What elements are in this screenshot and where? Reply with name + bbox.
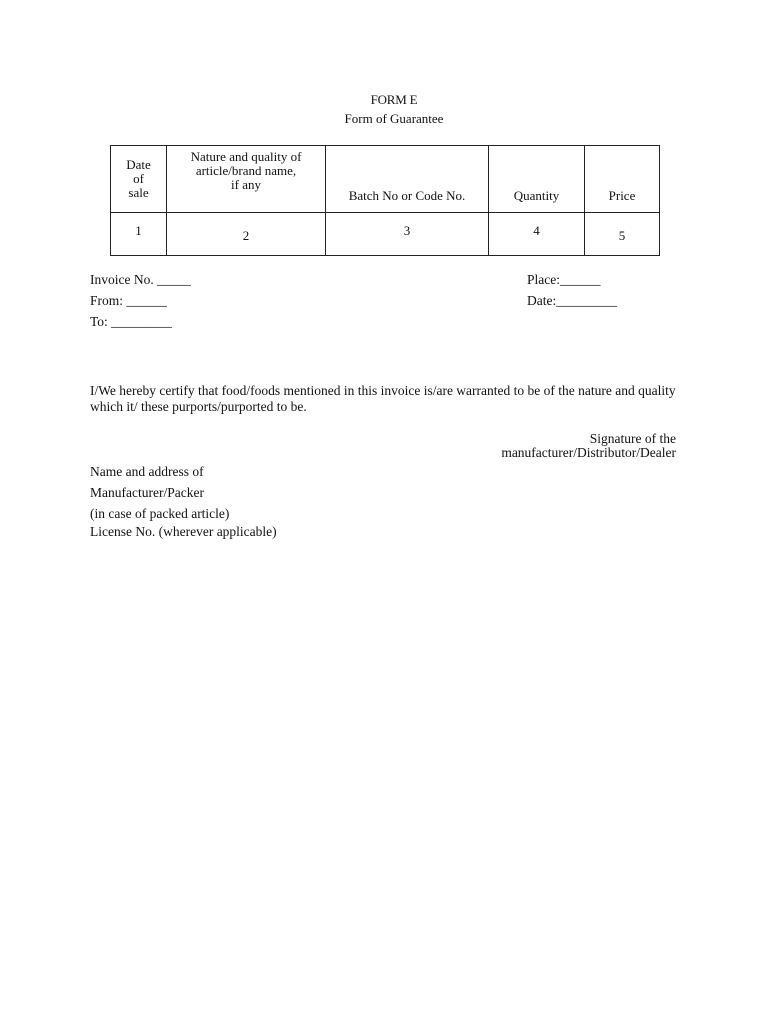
from-line: From: ______	[90, 293, 167, 308]
invoice-no-line: Invoice No. _____	[90, 272, 191, 287]
column-number-4	[489, 213, 585, 256]
license-no-label: License No. (wherever applicable)	[90, 524, 277, 539]
guarantee-table	[110, 145, 660, 256]
header-nature-quality	[167, 146, 326, 213]
header-nature-line-1: Nature and quality of	[190, 149, 302, 164]
column-number-2	[167, 213, 326, 256]
header-price: Price	[585, 146, 660, 213]
number-5-label: 5	[618, 228, 626, 243]
header-date-line-2: of	[133, 171, 144, 186]
column-number-1	[111, 213, 167, 256]
header-batch-no: Batch No or Code No.	[326, 146, 489, 213]
signature-line-1: Signature of the	[589, 431, 676, 446]
header-date-line-1: Date	[126, 157, 151, 172]
manufacturer-packer-label: Manufacturer/Packer	[90, 485, 204, 500]
form-subtitle: Form of Guarantee	[344, 111, 444, 126]
date-line: Date:_________	[527, 293, 617, 308]
number-1-label: 1	[135, 223, 142, 238]
number-3-label: 3	[403, 223, 411, 238]
column-number-5	[585, 213, 660, 256]
signature-block	[501, 432, 676, 460]
form-title: FORM E	[370, 92, 418, 107]
packed-article-note: (in case of packed article)	[90, 506, 230, 521]
certification-statement: I/We hereby certify that food/foods mentioned in this invoice is/are warranted to be of the nature and quality which it/ these purports/purported to be.	[90, 383, 676, 414]
header-quantity: Quantity	[489, 146, 585, 213]
column-number-3	[326, 213, 489, 256]
header-nature-line-3: if any	[231, 177, 261, 192]
table-number-row	[111, 213, 660, 256]
place-line: Place:______	[527, 272, 601, 287]
header-date-of-sale	[111, 146, 167, 213]
number-2-label: 2	[242, 228, 250, 243]
signature-line-2: manufacturer/Distributor/Dealer	[501, 445, 676, 460]
to-line: To: _________	[90, 314, 172, 329]
number-4-label: 4	[533, 223, 540, 238]
name-address-label: Name and address of	[90, 464, 204, 479]
header-nature-line-2: article/brand name,	[195, 163, 297, 178]
header-date-line-3: sale	[128, 185, 149, 200]
table-header-row	[111, 146, 660, 213]
